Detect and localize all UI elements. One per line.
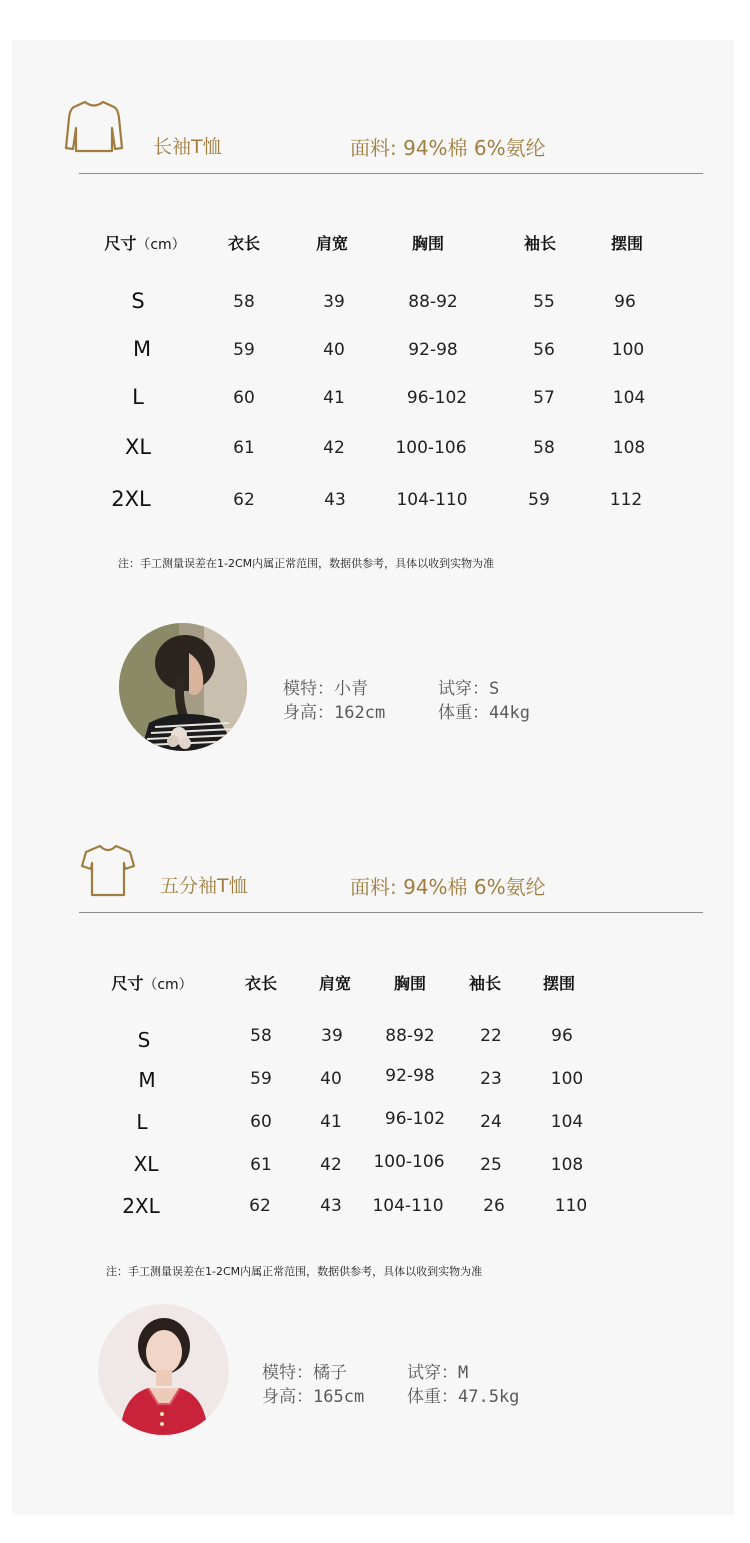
table-cell: 104 [550,1112,584,1132]
table-cell: 61 [250,1155,272,1175]
table-cell: 55 [533,292,555,312]
table-cell: 100-106 [395,438,467,458]
model-info [262,1361,519,1409]
table-cell: 96 [614,292,636,312]
table-cell: 59 [528,490,550,510]
table-cell: 57 [533,388,555,408]
model-height: 身高：165cm [262,1387,365,1407]
long-sleeve-tshirt-icon [64,98,124,156]
size-chart-card [12,40,734,1515]
table-cell: 59 [233,340,255,360]
table-cell: 25 [480,1155,502,1175]
header-sleeve: 袖长 [523,234,557,253]
product-title: 长袖T恤 [153,136,222,158]
table-cell: 92-98 [385,1066,435,1086]
header-size: 尺寸（cm） [104,234,186,253]
table-cell: 43 [324,490,346,510]
table-cell: 22 [480,1026,502,1046]
table-cell: 56 [533,340,555,360]
measurement-note: 注：手工测量误差在1-2CM内属正常范围，数据供参考，具体以收到实物为准 [106,1265,483,1278]
table-cell: 26 [483,1196,505,1216]
size-label: L [132,385,144,409]
table-cell: 100-106 [373,1152,445,1172]
table-cell: 42 [323,438,345,458]
model-fit: 试穿：S [438,679,500,699]
short-sleeve-tshirt-icon [80,842,136,898]
model-name: 模特：小青 [283,679,368,699]
table-cell: 41 [320,1112,342,1132]
divider [79,912,703,913]
table-cell: 59 [250,1069,272,1089]
table-cell: 40 [323,340,345,360]
size-label: M [132,337,152,361]
table-cell: 92-98 [408,340,458,360]
table-cell: 41 [323,388,345,408]
size-label: 2XL [111,487,151,511]
table-cell: 60 [233,388,255,408]
size-label: M [138,1068,156,1092]
table-cell: 100 [611,340,645,360]
table-cell: 39 [321,1026,343,1046]
product-title: 五分袖T恤 [160,875,248,897]
model-weight: 体重：44kg [438,703,530,723]
fabric-composition: 面料: 94%棉 6%氨纶 [350,136,546,160]
table-cell: 108 [612,438,646,458]
model-photo [98,1304,229,1435]
size-label: S [137,1028,151,1052]
table-cell: 100 [550,1069,584,1089]
table-cell: 58 [250,1026,272,1046]
table-cell: 104-110 [396,490,468,510]
table-cell: 104 [612,388,646,408]
size-label: XL [133,1152,159,1176]
table-cell: 62 [249,1196,271,1216]
table-cell: 108 [550,1155,584,1175]
header-sleeve: 袖长 [468,974,502,993]
header-hem: 摆围 [542,974,576,993]
model-name: 模特：橘子 [262,1363,347,1383]
size-label: XL [124,435,152,459]
model-fit: 试穿：M [407,1363,469,1383]
table-cell: 39 [323,292,345,312]
table-cell: 96-102 [384,1109,446,1129]
model-photo [119,623,247,751]
divider [79,173,703,174]
header-size: 尺寸（cm） [111,974,193,993]
table-cell: 96 [551,1026,573,1046]
table-cell: 96-102 [406,388,468,408]
measurement-note: 注：手工测量误差在1-2CM内属正常范围，数据供参考，具体以收到实物为准 [118,557,495,570]
header-chest: 胸围 [411,234,445,253]
header-length: 衣长 [244,974,278,993]
table-cell: 88-92 [408,292,458,312]
header-shoulder: 肩宽 [315,234,349,253]
size-label: S [131,289,145,313]
table-cell: 23 [480,1069,502,1089]
table-cell: 43 [320,1196,342,1216]
table-cell: 88-92 [385,1026,435,1046]
table-cell: 110 [554,1196,588,1216]
header-length: 衣长 [227,234,261,253]
table-cell: 61 [233,438,255,458]
fabric-composition: 面料: 94%棉 6%氨纶 [350,875,546,899]
table-cell: 40 [320,1069,342,1089]
table-cell: 104-110 [372,1196,444,1216]
table-cell: 62 [233,490,255,510]
table-cell: 58 [233,292,255,312]
header-chest: 胸围 [393,974,427,993]
model-height: 身高：162cm [283,703,386,723]
size-label: L [136,1110,148,1134]
table-cell: 42 [320,1155,342,1175]
model-info [283,677,530,725]
header-hem: 摆围 [610,234,644,253]
header-shoulder: 肩宽 [318,974,352,993]
table-cell: 112 [609,490,643,510]
table-cell: 24 [480,1112,502,1132]
model-weight: 体重：47.5kg [407,1387,520,1407]
size-label: 2XL [122,1194,160,1218]
table-cell: 60 [250,1112,272,1132]
table-cell: 58 [533,438,555,458]
